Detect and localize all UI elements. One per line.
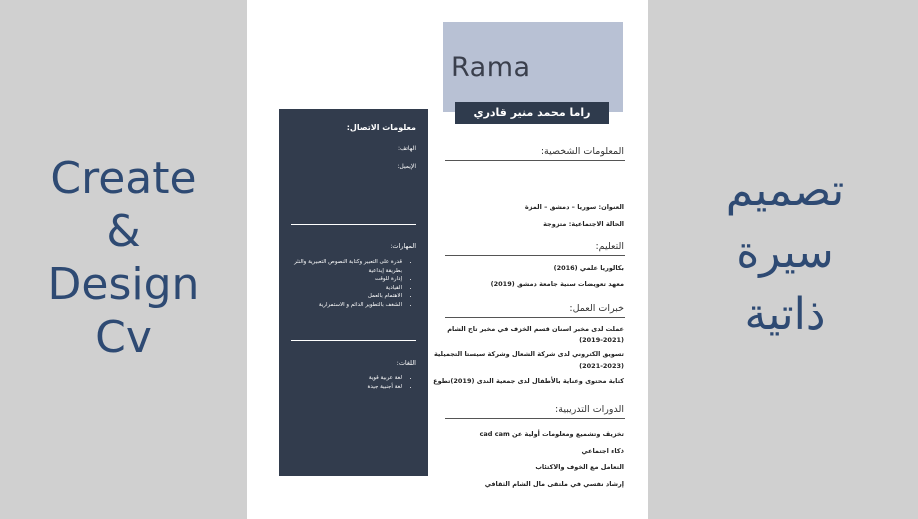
list-item: • الشغف بالتطوير الدائم و الاستمرارية bbox=[292, 301, 402, 310]
languages-title: اللغات: bbox=[396, 359, 416, 367]
name-header-box bbox=[443, 22, 623, 112]
sidebar-divider bbox=[291, 340, 416, 341]
list-item: • لغة عربية قوية bbox=[292, 374, 402, 383]
sidebar-divider bbox=[291, 224, 416, 225]
name-arabic: راما محمد منير قادري bbox=[455, 102, 609, 124]
resume-page bbox=[247, 4, 648, 519]
skills-title: المهارات: bbox=[390, 242, 416, 250]
courses-title: الدورات التدريبية: bbox=[555, 404, 624, 415]
education-title: التعليم: bbox=[595, 241, 624, 252]
right-banner-text bbox=[700, 160, 870, 346]
section-rule bbox=[445, 255, 625, 256]
experience-item: كتابة محتوى وعناية بالأطفال لدى جمعية الندى (2019)تطوع bbox=[433, 377, 624, 385]
course-item: ذكاء اجتماعي bbox=[581, 447, 624, 455]
list-item: • الاهتمام بالعمل bbox=[292, 292, 402, 301]
experience-title: خبرات العمل: bbox=[569, 303, 624, 314]
banner-line: Cv bbox=[95, 312, 152, 363]
course-item: إرشاد نفسي في ملتقى مال الشام الثقافي bbox=[484, 480, 624, 488]
banner-line: Design bbox=[47, 259, 200, 310]
phone-label: الهاتف: bbox=[398, 145, 416, 152]
banner-line: سيرة bbox=[736, 227, 834, 278]
marital-status-line: الحالة الاجتماعية: متزوجة bbox=[543, 220, 624, 228]
education-item: معهد تعويضات سنية جامعة دمشق (2019) bbox=[490, 280, 624, 288]
list-item: • القيادية bbox=[292, 284, 402, 293]
list-item: • إدارة للوقت bbox=[292, 275, 402, 284]
experience-item: تسويق الكتروني لدى شركة الشعال وشركة سيستا التجميلية bbox=[433, 350, 624, 358]
section-rule bbox=[445, 160, 625, 161]
languages-list bbox=[292, 374, 412, 391]
contact-title: معلومات الاتصال: bbox=[346, 123, 416, 132]
email-label: الإيميل: bbox=[397, 163, 416, 170]
list-item: • قدرة على التعبير وكتابة النصوص التعبيرية والنثر بطريقة إبداعية bbox=[292, 258, 402, 275]
left-banner-text bbox=[0, 152, 247, 364]
education-item: بكالوريا علمي (2016) bbox=[553, 264, 624, 272]
experience-dates: (2019-2021) bbox=[579, 336, 624, 344]
section-rule bbox=[445, 317, 625, 318]
banner-line: ذاتية bbox=[744, 289, 826, 340]
skills-list bbox=[292, 258, 412, 309]
banner-line: تصميم bbox=[725, 165, 845, 216]
resume-sidebar bbox=[279, 109, 428, 476]
experience-item: عملت لدى مخبر اسنان قسم الخزف في مخبر تاج الشام bbox=[447, 325, 624, 333]
list-item: • لغة أجنبية جيدة bbox=[292, 383, 402, 392]
personal-info-title: المعلومات الشخصية: bbox=[540, 146, 624, 157]
experience-dates: (2021-2023) bbox=[579, 362, 624, 370]
address-line: العنوان: سوريا – دمشق – المزة bbox=[524, 203, 624, 211]
banner-line: & bbox=[106, 206, 141, 257]
course-item: تخزيف وتشميع ومعلومات أولية عن cad cam bbox=[479, 430, 624, 438]
banner-line: Create bbox=[50, 153, 197, 204]
course-item: التعامل مع الخوف والاكتئاب bbox=[535, 463, 624, 471]
name-english: Rama bbox=[451, 52, 531, 83]
section-rule bbox=[445, 418, 625, 419]
